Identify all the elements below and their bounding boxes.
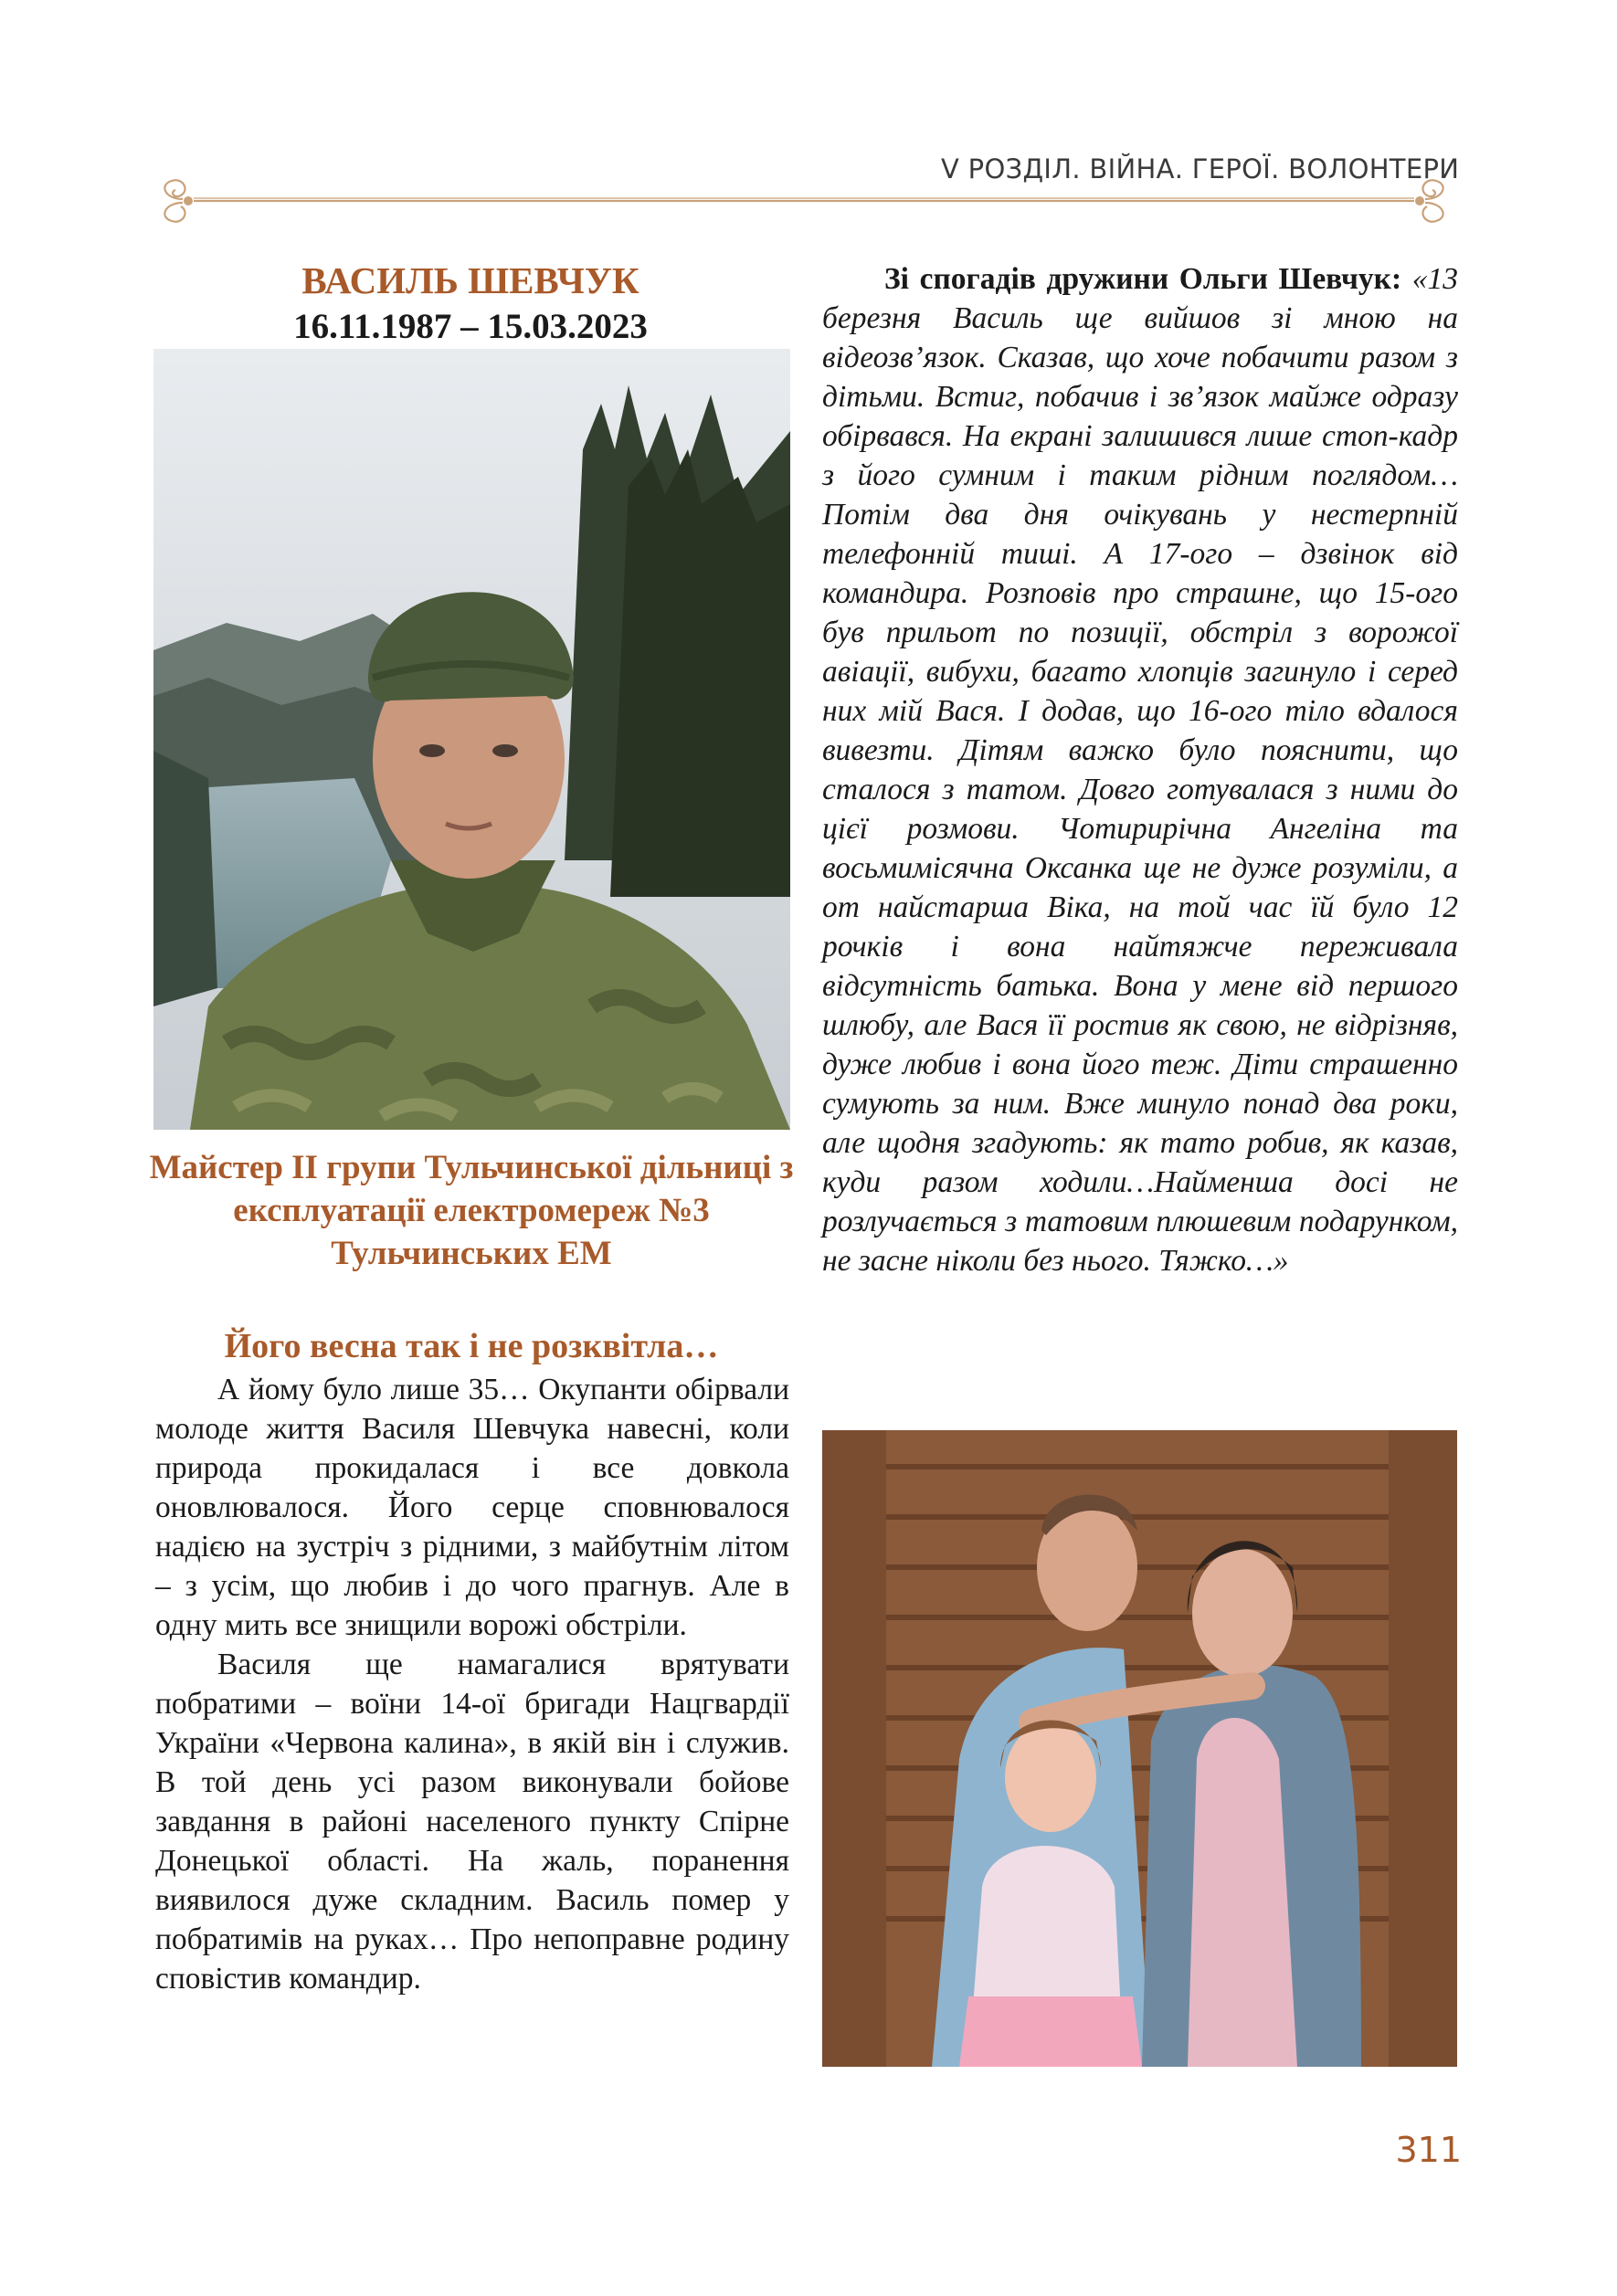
body-paragraph-1: А йому було лише 35… Окупанти обірвали молоде життя Василя Шевчука навесні, коли природа прокидалася і все довкола оновлювалося. Його серце сповнювалося надією на зустріч з рідними, з майбутнім літом – з усім, що любив і до чого прагнув. Але в одну мить все знищили ворожі обстріли. [155, 1373, 789, 1642]
memory-quote: «13 березня Василь ще вийшов зі мною на відеозв’язок. Сказав, що хоче побачити разом з дітьми. Встиг, побачив і зв’язок майже одразу обірвався. На екрані залишився лише стоп-кадр з його сумним і таким рідним поглядом… Потім два дня очікувань у нестерпній телефонній тиші. А 17-ого – дзвінок від командира. Розповів про страшне, що 15-ого був прильот по позиції, обстріл з ворожої авіації, вибухи, багато хлопців загинуло і серед них мій Вася. І додав, що 16-ого тіло вдалося вивезти. Дітям важко було пояснити, що сталося з татом. Довго готувалася з ними до цієї розмови. Чотирирічна Ангеліна та восьмимісячна Оксанка ще не дуже розуміли, а от найстарша Віка, на той час їй було 12 рочків і вона найтяжче переживала відсутність батька. Вона у мене від першого шлюбу, але Вася її ростив як свою, не відрізняв, дуже любив і вона його теж. Діти страшенно сумують за ним. Вже минуло понад два роки, але щодня згадують: як тато робив, як казав, куди разом ходили…Найменша досі не розлучається з татовим плюшевим подарунком, не засне ніколи без нього. Тяжко…» [822, 262, 1459, 1278]
hero-dates: 16.11.1987 – 15.03.2023 [293, 307, 648, 346]
running-head: V РОЗДІЛ. ВІЙНА. ГЕРОЇ. ВОЛОНТЕРИ [941, 153, 1460, 184]
article-body-left [155, 1370, 789, 1998]
article-body-right [822, 259, 1458, 1280]
memory-lead: Зі спогадів дружини Ольги Шевчук: [884, 262, 1402, 296]
article-subtitle: Його весна так і не розквітла… [224, 1327, 719, 1365]
page-number: 311 [1395, 2130, 1462, 2170]
hero-position: Майстер ІІ групи Тульчинської дільниці з експлуатації електромереж №3 Тульчинських ЕМ [149, 1149, 794, 1272]
body-paragraph-2: Василя ще намагалися врятувати побратими – воїни 14-ої бригади Нацгвардії України «Червона калина», в якій він і служив. В той день усі разом виконували бойове завдання в районі населеного пункту Спірне Донецької області. На жаль, поранення виявилося дуже складним. Василь помер у побратимів на руках… Про непоправне родину сповістив командир. [155, 1648, 789, 1996]
ornament-divider [146, 174, 1462, 228]
memory-paragraph [822, 259, 1458, 1280]
portrait-photo [153, 349, 790, 1130]
hero-name: ВАСИЛЬ ШЕВЧУК [301, 259, 639, 301]
family-photo [822, 1430, 1457, 2067]
